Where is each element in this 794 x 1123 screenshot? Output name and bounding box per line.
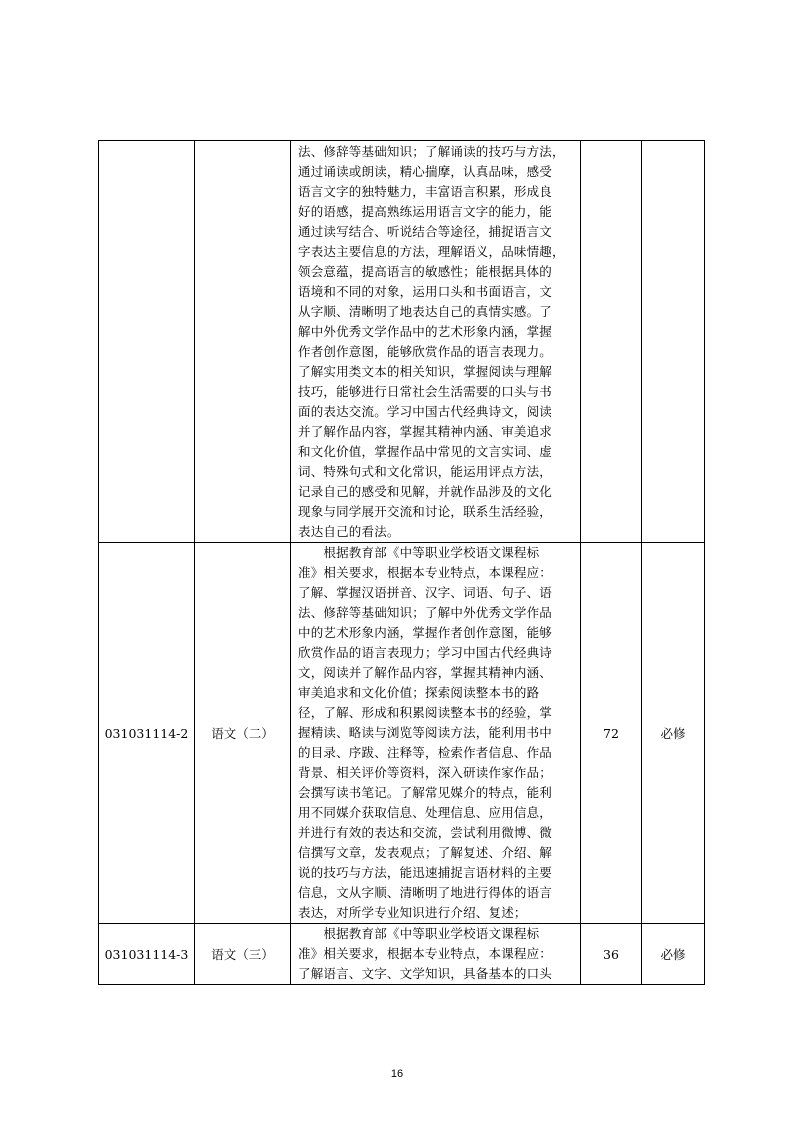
description-line: 记录自己的感受和见解，并就作品涉及的文化 (298, 484, 553, 499)
description-line: 从字顺、清晰明了地表达自己的真情实感。了 (298, 304, 553, 319)
course-description-cell (291, 543, 581, 924)
description-line: 并了解作品内容，掌握其精神内涵、审美追求 (298, 424, 553, 439)
course-description-cell (291, 924, 581, 985)
description-line: 审美追求和文化价值；探索阅读整本书的路 (298, 685, 540, 700)
description-line: 信息，文从字顺、清晰明了地进行得体的语言 (298, 885, 553, 900)
course-code-cell (99, 141, 195, 543)
table-row (99, 924, 705, 985)
description-line: 法、修辞等基础知识；了解中外优秀文学作品 (298, 605, 553, 620)
course-hours-cell (581, 141, 642, 543)
description-line: 表达自己的看法。 (298, 524, 400, 539)
course-name-cell (195, 141, 291, 543)
description-line: 并进行有效的表达和交流，尝试利用微博、微 (298, 825, 553, 840)
description-line: 背景、相关评价等资料，深入研读作家作品； (298, 765, 553, 780)
description-line: 了解语言、文字、文学知识，具备基本的口头 (298, 966, 553, 981)
description-line: 领会意蕴，提高语言的敏感性；能根据具体的 (298, 264, 553, 279)
course-table (98, 140, 705, 985)
description-line: 法、修辞等基础知识；了解诵读的技巧与方法， (298, 144, 565, 159)
description-line: 握精读、略读与浏览等阅读方法，能利用书中 (298, 725, 553, 740)
course-type-cell: 必修 (642, 543, 705, 924)
description-line: 通过读写结合、听说结合等途径，捕捉语言文 (298, 224, 553, 239)
description-line: 现象与同学展开交流和讨论，联系生活经验， (298, 504, 553, 519)
description-line: 技巧，能够进行日常社会生活需要的口头与书 (298, 384, 553, 399)
description-line: 通过诵读或朗读，精心揣摩，认真品味，感受 (298, 164, 553, 179)
description-line: 说的技巧与方法，能迅速捕捉言语材料的主要 (298, 865, 553, 880)
description-line: 语言文字的独特魅力，丰富语言积累，形成良 (298, 184, 553, 199)
description-line: 解中外优秀文学作品中的艺术形象内涵，掌握 (298, 324, 553, 339)
description-line: 准》相关要求，根据本专业特点，本课程应： (298, 946, 553, 961)
description-line: 根据教育部《中等职业学校语文课程标 (298, 926, 540, 941)
description-line: 欣赏作品的语言表现力；学习中国古代经典诗 (298, 645, 553, 660)
description-line: 了解实用类文本的相关知识，掌握阅读与理解 (298, 364, 553, 379)
description-line: 准》相关要求，根据本专业特点，本课程应： (298, 565, 553, 580)
table-row (99, 141, 705, 543)
description-line: 作者创作意图，能够欣赏作品的语言表现力。 (298, 344, 553, 359)
description-line: 语境和不同的对象，运用口头和书面语言，文 (298, 284, 553, 299)
description-line: 词、特殊句式和文化常识，能运用评点方法， (298, 464, 553, 479)
description-line: 好的语感，提高熟练运用语言文字的能力，能 (298, 204, 553, 219)
description-line: 面的表达交流。学习中国古代经典诗文，阅读 (298, 404, 553, 419)
description-line: 和文化价值，掌握作品中常见的文言实词、虚 (298, 444, 553, 459)
description-line: 了解、掌握汉语拼音、汉字、词语、句子、语 (298, 585, 553, 600)
description-line: 信撰写文章，发表观点；了解复述、介绍、解 (298, 845, 553, 860)
course-name-cell: 语文（三） (195, 924, 291, 985)
description-line: 会撰写读书笔记。了解常见媒介的特点，能利 (298, 785, 553, 800)
description-line: 表达，对所学专业知识进行介绍、复述； (298, 905, 527, 920)
course-type-cell (642, 141, 705, 543)
table-row (99, 543, 705, 924)
course-type-cell: 必修 (642, 924, 705, 985)
description-line: 中的艺术形象内涵，掌握作者创作意图，能够 (298, 625, 553, 640)
description-line: 字表达主要信息的方法，理解语义，品味情趣， (298, 244, 565, 259)
description-line: 径，了解、形成和积累阅读整本书的经验，掌 (298, 705, 553, 720)
course-description-cell (291, 141, 581, 543)
course-code-cell: 031031114-3 (99, 924, 195, 985)
course-name-cell: 语文（二） (195, 543, 291, 924)
description-line: 根据教育部《中等职业学校语文课程标 (298, 545, 540, 560)
description-line: 文，阅读并了解作品内容，掌握其精神内涵、 (298, 665, 553, 680)
course-code-cell: 031031114-2 (99, 543, 195, 924)
description-line: 的目录、序跋、注释等，检索作者信息、作品 (298, 745, 553, 760)
course-hours-cell: 72 (581, 543, 642, 924)
course-hours-cell: 36 (581, 924, 642, 985)
page-number: 16 (390, 1068, 404, 1080)
description-line: 用不同媒介获取信息、处理信息、应用信息， (298, 805, 553, 820)
